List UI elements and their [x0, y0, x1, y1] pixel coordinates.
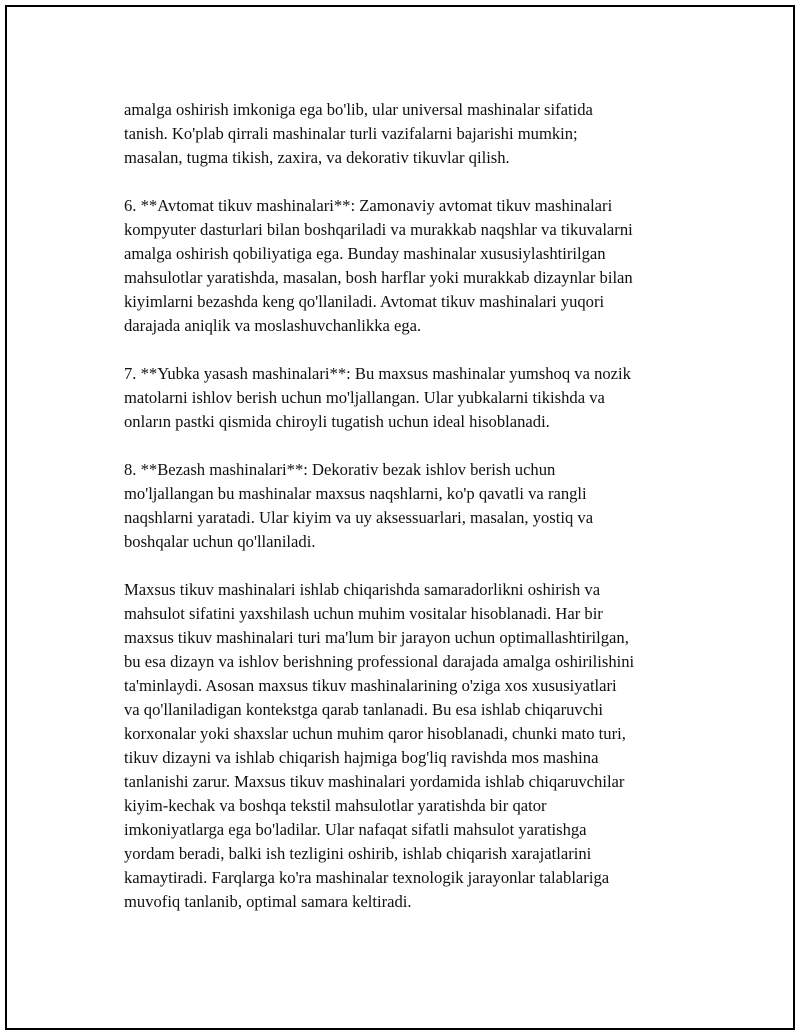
document-body	[124, 98, 704, 914]
paragraph-skirt-machines: 7. **Yubka yasash mashinalari**: Bu maxsus mashinalar yumshoq va nozik matolarni ishlov berish uchun mo'ljallangan. Ular yubkalarni tikishda va onların pastki qismida chiroyli tugatish uchun ideal hisoblanadi.	[124, 364, 631, 431]
paragraph-conclusion: Maxsus tikuv mashinalari ishlab chiqarishda samaradorlikni oshirish va mahsulot sifatini yaxshilash uchun muhim vositalar hisoblanadi. Har bir maxsus tikuv mashinalari turi ma'lum bir jarayon uchun optimallashtirilgan, bu esa dizayn va ishlov berishning professional darajada amalga oshirilishini ta'minlaydi. Asosan maxsus tikuv mashinalarining o'ziga xos xususiyatlari va qo'llaniladigan kontekstga qarab tanlanadi. Bu esa ishlab chiqaruvchi korxonalar yoki shaxslar uchun muhim qaror hisoblanadi, chunki mato turi, tikuv dizayni va ishlab chiqarish hajmiga bog'liq ravishda mos mashina tanlanishi zarur. Maxsus tikuv mashinalari yordamida ishlab chiqaruvchilar kiyim-kechak va boshqa tekstil mahsulotlar yaratishda bir qator imkoniyatlarga ega bo'ladilar. Ular nafaqat sifatli mahsulot yaratishga yordam beradi, balki ish tezligini oshirib, ishlab chiqarish xarajatlarini kamaytiradi. Farqlarga ko'ra mashinalar texnologik jarayonlar talablariga muvofiq tanlanib, optimal samara keltiradi.	[124, 580, 635, 911]
page-frame	[5, 5, 795, 1030]
paragraph-decoration-machines: 8. **Bezash mashinalari**: Dekorativ bezak ishlov berish uchun mo'ljallangan bu mashinalar maxsus naqshlarni, ko'p qavatli va rangli naqshlarni yaratadi. Ular kiyim va uy aksessuarlari, masalan, yostiq va boshqalar uchun qo'llaniladi.	[124, 460, 594, 551]
paragraph-intro-continuation: amalga oshirish imkoniga ega bo'lib, ular universal mashinalar sifatida tanish. Ko'plab qirrali mashinalar turli vazifalarni bajarishi mumkin; masalan, tugma tikish, zaxira, va dekorativ tikuvlar qilish.	[124, 100, 593, 167]
paragraph-automatic-machines: 6. **Avtomat tikuv mashinalari**: Zamonaviy avtomat tikuv mashinalari kompyuter dasturlari bilan boshqariladi va murakkab naqshlar va tikuvalarni amalga oshirish qobiliyatiga ega. Bunday mashinalar xususiylashtirilgan mahsulotlar yaratishda, masalan, bosh harflar yoki murakkab dizaynlar bilan kiyimlarni bezashda keng qo'llaniladi. Avtomat tikuv mashinalari yuqori darajada aniqlik va moslashuvchanlikka ega.	[124, 196, 633, 335]
